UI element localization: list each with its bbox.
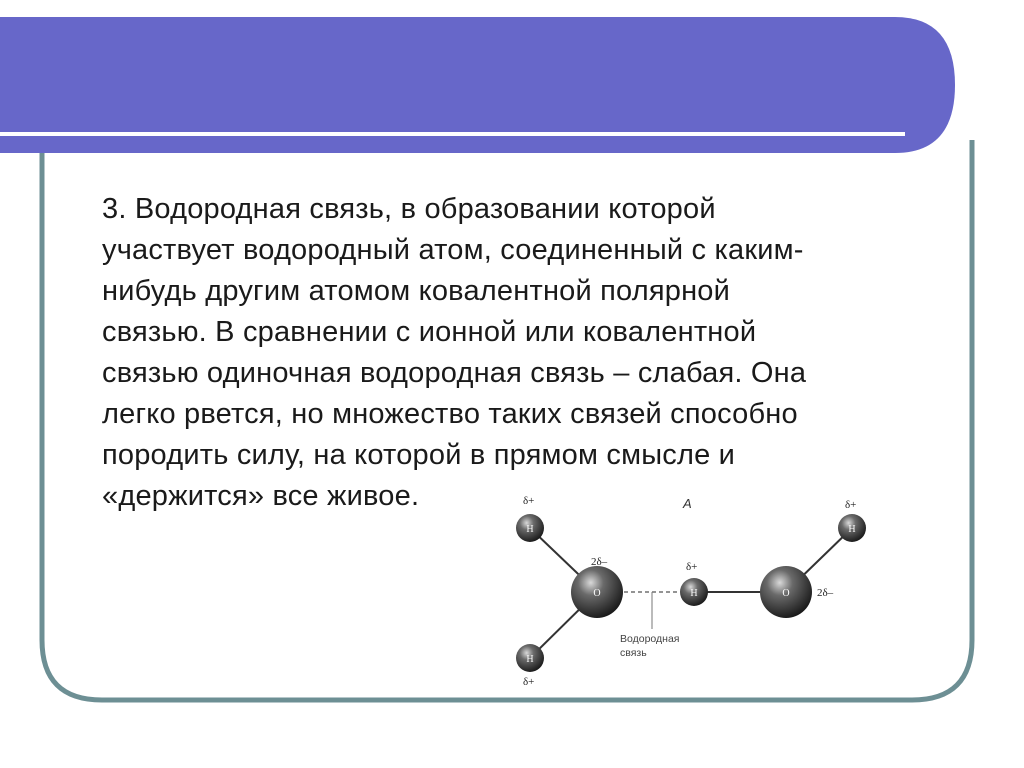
hydrogen-atom [516, 644, 544, 672]
hydrogen-atom [680, 578, 708, 606]
partial-charge-label: 2δ– [817, 587, 834, 599]
partial-charge-label: δ+ [523, 676, 535, 688]
slide-body-text [102, 189, 932, 517]
partial-charge-label: δ+ [686, 561, 698, 573]
svg-text:H: H [526, 524, 534, 535]
svg-text:H: H [526, 654, 534, 665]
svg-text:H: H [848, 524, 856, 535]
hydrogen-bond-diagram [500, 488, 890, 693]
partial-charge-label: δ+ [845, 499, 857, 511]
hydrogen-atom [516, 514, 544, 542]
oxygen-atom [571, 566, 623, 618]
hydrogen-atom [838, 514, 866, 542]
body-line: легко рвется, но множество таких связей способно [102, 398, 798, 430]
body-line: породить силу, на которой в прямом смысле и [102, 439, 736, 471]
svg-text:H: H [690, 588, 698, 599]
hydrogen-bond-caption: связь [620, 647, 647, 659]
body-line: 3. Водородная связь, в образовании которой [102, 193, 716, 225]
hydrogen-bond-caption: Водородная [620, 633, 680, 645]
body-line: нибудь другим атомом ковалентной полярной [102, 275, 731, 307]
body-line: участвует водородный атом, соединенный с каким- [102, 234, 804, 266]
partial-charge-label: δ+ [523, 495, 535, 507]
oxygen-atom [760, 566, 812, 618]
body-line: «держится» все живое. [102, 480, 420, 512]
svg-text:O: O [593, 588, 601, 599]
partial-charge-label: 2δ– [591, 556, 608, 568]
panel-letter: A [683, 496, 692, 511]
body-line: связью одиночная водородная связь – слабая. Она [102, 357, 807, 389]
body-line: связью. В сравнении с ионной или ковалентной [102, 316, 757, 348]
svg-text:O: O [782, 588, 790, 599]
